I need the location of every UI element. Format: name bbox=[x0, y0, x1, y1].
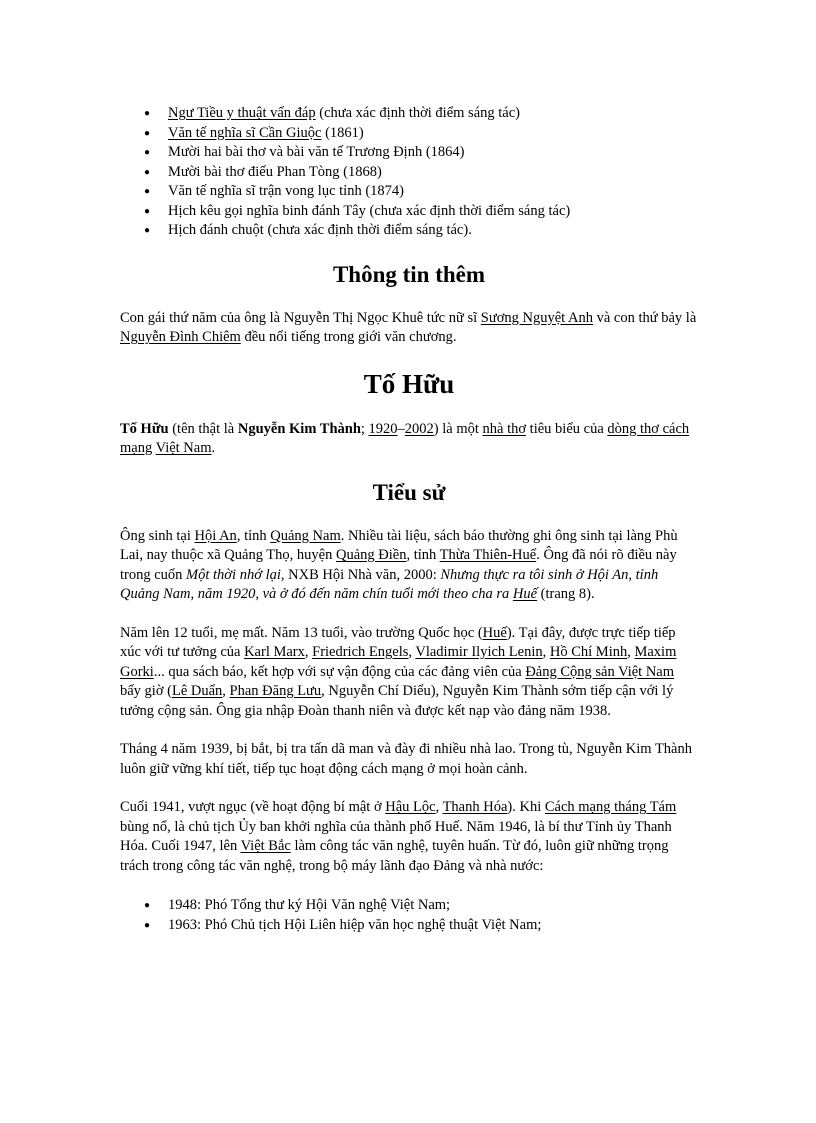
link-nha-tho[interactable]: nhà thơ bbox=[482, 420, 527, 437]
link-suong-nguyet-anh[interactable]: Sương Nguyệt Anh bbox=[480, 309, 593, 326]
list-item: ● Mười hai bài thơ và bài văn tế Trương Định (1864) bbox=[168, 143, 698, 163]
link-cach-mang-thang-tam[interactable]: Cách mạng tháng Tám bbox=[544, 799, 677, 815]
paragraph: Năm lên 12 tuổi, mẹ mất. Năm 13 tuổi, vào trường Quốc học (Huế). Tại đây, được trực tiếp tiếp xúc với tư tưởng của Karl Marx, Friedrich Engels, Vladimir Ilyich Lenin, Hồ Chí Minh, Maxim Gorki... qua sách báo, kết hợp với sự vận động của các đảng viên của Đảng Cộng sản Việt Nam bấy giờ (Lê Duẩn, Phan Đăng Lưu, Nguyễn Chí Diểu), Nguyễn Kim Thành sớm tiếp cận với lý tưởng cộng sản. Ông gia nhập Đoàn thanh niên và được kết nạp vào đảng năm 1938. bbox=[120, 624, 677, 719]
list-item: ● Hịch kêu gọi nghĩa binh đánh Tây (chưa xác định thời điểm sáng tác) bbox=[168, 202, 698, 222]
list-item: ● Mười bài thơ điếu Phan Tòng (1868) bbox=[168, 163, 698, 183]
paragraph: Con gái thứ năm của ông là Nguyễn Thị Ngọc Khuê tức nữ sĩ Sương Nguyệt Anh và con thứ bảy là Nguyễn Đình Chiêm đều nổi tiếng trong giới văn chương. bbox=[120, 309, 697, 345]
link-karl-marx[interactable]: Karl Marx bbox=[244, 644, 305, 660]
link-quang-dien[interactable]: Quảng Điền bbox=[335, 547, 407, 563]
link-hau-loc[interactable]: Hậu Lộc bbox=[385, 799, 436, 815]
link-hue[interactable]: Huế bbox=[512, 586, 538, 602]
list-item: ● Hịch đánh chuột (chưa xác định thời điểm sáng tác). bbox=[168, 221, 698, 241]
list-item: ● Ngư Tiều y thuật vấn đáp (chưa xác định thời điểm sáng tác) bbox=[168, 104, 698, 124]
paragraph: Cuối 1941, vượt ngục (về hoạt động bí mật ở Hậu Lộc, Thanh Hóa). Khi Cách mạng tháng Tám bùng nổ, là chủ tịch Ủy ban khởi nghĩa của thành phố Huế. Năm 1946, là bí thư Tỉnh ủy Thanh Hóa. Cuối 1947, lên Việt Bắc làm công tác văn nghệ, tuyên huấn. Từ đó, luôn giữ những trọng trách trong công tác văn nghệ, trong bộ máy lãnh đạo Đảng và nhà nước: bbox=[120, 799, 677, 874]
link-le-duan[interactable]: Lê Duẩn bbox=[171, 683, 223, 699]
link-ho-chi-minh[interactable]: Hồ Chí Minh bbox=[549, 644, 628, 660]
link-nguyen-dinh-chiem[interactable]: Nguyễn Đình Chiêm bbox=[120, 329, 241, 345]
link-thanh-hoa[interactable]: Thanh Hóa bbox=[442, 799, 508, 815]
work-link[interactable]: Ngư Tiều y thuật vấn đáp bbox=[168, 105, 316, 121]
link-1920[interactable]: 1920 bbox=[368, 420, 398, 437]
section-heading-thong-tin-them: Thông tin thêm bbox=[332, 261, 486, 287]
list-item: ● 1948: Phó Tổng thư ký Hội Văn nghệ Việt Nam; bbox=[168, 896, 698, 916]
link-friedrich-engels[interactable]: Friedrich Engels bbox=[312, 644, 409, 660]
link-hue[interactable]: Huế bbox=[482, 624, 507, 641]
list-item: ● Văn tế nghĩa sĩ Cần Giuộc (1861) bbox=[168, 124, 698, 144]
document-page bbox=[120, 104, 698, 935]
positions-list bbox=[120, 896, 698, 935]
link-2002[interactable]: 2002 bbox=[404, 420, 434, 437]
list-item: ● 1963: Phó Chủ tịch Hội Liên hiệp văn học nghệ thuật Việt Nam; bbox=[168, 916, 698, 936]
paragraph: Tháng 4 năm 1939, bị bắt, bị tra tấn dã man và đày đi nhiều nhà lao. Trong tù, Nguyễn Kim Thành luôn giữ vững khí tiết, tiếp tục hoạt động cách mạng ở mọi hoàn cảnh. bbox=[120, 741, 692, 777]
link-viet-nam[interactable]: Việt Nam bbox=[155, 440, 212, 456]
list-item: ● Văn tế nghĩa sĩ trận vong lục tỉnh (1874) bbox=[168, 182, 698, 202]
section-heading-to-huu: Tố Hữu bbox=[363, 368, 455, 399]
paragraph: Tố Hữu (tên thật là Nguyễn Kim Thành; 1920–2002) là một nhà thơ tiêu biểu của dòng thơ cách mạng Việt Nam. bbox=[120, 420, 690, 456]
works-list bbox=[120, 104, 698, 241]
link-thua-thien-hue[interactable]: Thừa Thiên-Huế bbox=[439, 547, 537, 563]
link-lenin[interactable]: Vladimir Ilyich Lenin bbox=[415, 644, 543, 660]
section-heading-tieu-su: Tiểu sử bbox=[372, 479, 446, 505]
link-quang-nam[interactable]: Quảng Nam bbox=[270, 527, 341, 544]
link-dong-tho-cach-mang[interactable]: dòng thơ cách mạng bbox=[120, 420, 690, 456]
link-maxim-gorki[interactable]: Maxim Gorki bbox=[120, 644, 677, 680]
work-link[interactable]: Văn tế nghĩa sĩ Cần Giuộc bbox=[168, 124, 322, 141]
link-dang-cong-san[interactable]: Đảng Cộng sản Việt Nam bbox=[525, 663, 675, 680]
link-phan-dang-luu[interactable]: Phan Đăng Lưu bbox=[229, 683, 322, 699]
link-viet-bac[interactable]: Việt Bắc bbox=[240, 838, 291, 854]
link-hoi-an[interactable]: Hội An bbox=[194, 527, 237, 544]
paragraph: Ông sinh tại Hội An, tỉnh Quảng Nam. Nhiều tài liệu, sách báo thường ghi ông sinh tại làng Phù Lai, nay thuộc xã Quảng Thọ, huyện Quảng Điền, tỉnh Thừa Thiên-Huế. Ông đã nói rõ điều này trong cuốn Một thời nhớ lại, NXB Hội Nhà văn, 2000: Nhưng thực ra tôi sinh ở Hội An, tỉnh Quảng Nam, năm 1920, và ở đó đến năm chín tuổi mới theo cha ra Huế (trang 8). bbox=[120, 527, 678, 602]
